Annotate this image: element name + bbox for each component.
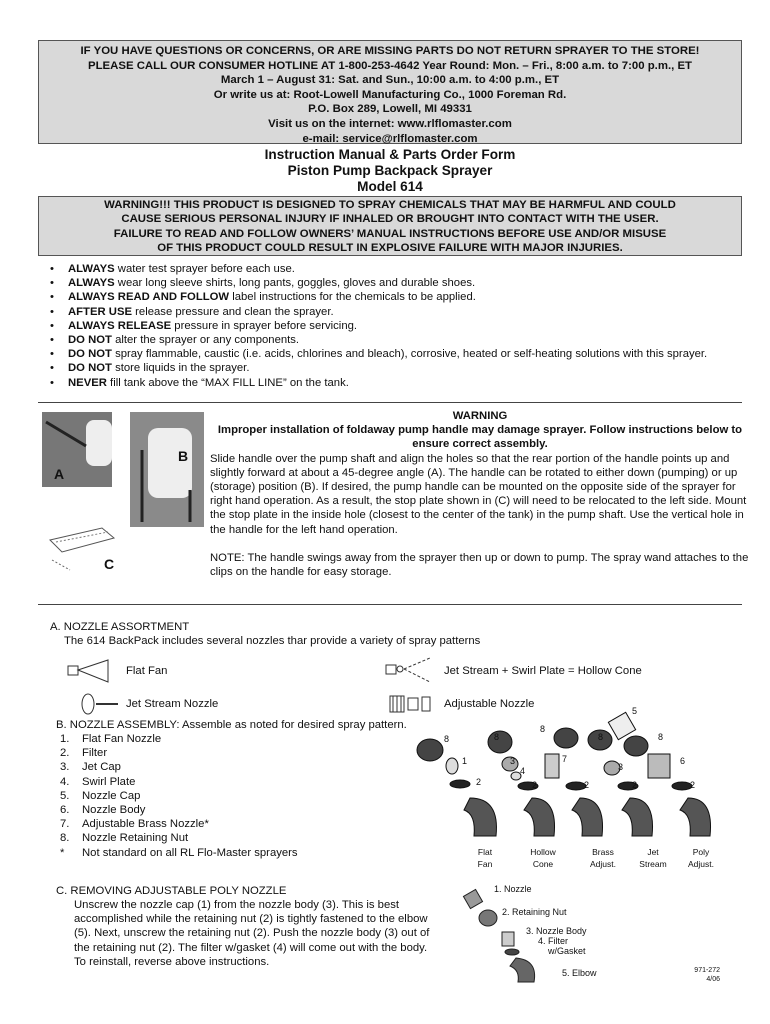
bullet-item: • DO NOT spray flammable, caustic (i.e. acids, chlorines and bleach), corrosive, heated or self-heating solutions with this sprayer. (50, 347, 750, 361)
diagram-number: 2 (632, 780, 638, 790)
diagram-number: 1 (462, 756, 468, 766)
warning-line: OF THIS PRODUCT COULD RESULT IN EXPLOSIVE FAILURE WITH MAJOR INJURIES. (157, 242, 623, 255)
nozzle-assembly-diagram (400, 706, 730, 848)
warning-line: FAILURE TO READ AND FOLLOW OWNERS’ MANUAL INSTRUCTIONS BEFORE USE AND/OR MISUSE (113, 227, 667, 240)
photo-label: A (54, 466, 65, 482)
bullet-item: • ALWAYS water test sprayer before each use. (50, 262, 750, 276)
title-line: Model 614 (357, 179, 423, 194)
flat-fan-icon (66, 658, 112, 684)
removing-body: Unscrew the nozzle cap (1) from the nozzle body (3). This is best accomplished while the retaining nut (2) is tightly fastened to the elbow (5). Next, unscrew the retaining nut (2). Push the nozzle body (3) out of the retaining nut (2). The filter w/gasket (4) will come out with the body. To reinstall, reverse above instructions. (74, 899, 430, 968)
part-row: * Not standard on all RL Flo-Master sprayers (60, 846, 298, 859)
handle-warning-heading: WARNING (452, 410, 508, 422)
handle-warning-note: NOTE: The handle swings away from the sprayer then up or down to pump. The spray wand attaches to the clips on the handle for easy storage. (210, 551, 749, 579)
part-row: 3. Jet Cap (60, 761, 121, 774)
photo-label: B (178, 448, 189, 464)
contact-info-box (38, 40, 742, 144)
title-line: Piston Pump Backpack Sprayer (287, 163, 493, 178)
nozzle-item-label: Adjustable Nozzle (444, 698, 535, 710)
handle-photo-illustration (42, 410, 204, 580)
warning-line: CAUSE SERIOUS PERSONAL INJURY IF INHALED OR BROUGHT INTO CONTACT WITH THE USER. (121, 213, 659, 226)
diagram-label: 2. Retaining Nut (502, 907, 567, 917)
handle-warning-subheading: Improper installation of foldaway pump handle may damage sprayer. Follow instructions below to ensure correct assembly. (217, 424, 743, 451)
diagram-number: 6 (680, 756, 686, 766)
contact-line: Or write us at: Root-Lowell Manufacturing Co., 1000 Foreman Rd. (213, 88, 567, 101)
nozzle-item-label: Jet Stream + Swirl Plate = Hollow Cone (444, 665, 642, 677)
diagram-number: 2 (584, 780, 590, 790)
assembly-column-label: Poly Adjust. (688, 847, 714, 869)
diagram-label: w/Gasket (548, 946, 586, 956)
assembly-column-label: Hollow Cone (530, 847, 556, 869)
bullet-item: • AFTER USE release pressure and clean the sprayer. (50, 305, 750, 319)
divider (38, 402, 742, 403)
safety-bullet-list (50, 262, 750, 390)
diagram-number: 8 (540, 724, 546, 734)
nozzle-assortment-heading: A. NOZZLE ASSORTMENT (50, 621, 190, 633)
nozzle-item-label: Flat Fan (126, 665, 168, 677)
title-line: Instruction Manual & Parts Order Form (264, 147, 516, 162)
assembly-column-label: Jet Stream (639, 847, 667, 869)
diagram-number: 2 (690, 780, 696, 790)
bullet-item: • ALWAYS RELEASE pressure in sprayer before servicing. (50, 319, 750, 333)
nozzle-assortment-intro: The 614 BackPack includes several nozzles thar provide a variety of spray patterns (64, 635, 481, 647)
assembly-column-label: Flat Fan (477, 847, 493, 869)
document-title (38, 147, 742, 195)
contact-line: March 1 – August 31: Sat. and Sun., 10:00 a.m. to 4:00 p.m., ET (220, 74, 560, 87)
contact-line: e-mail: service@rlflomaster.com (302, 132, 478, 145)
diagram-number: 8 (598, 732, 604, 742)
part-row: 1. Flat Fan Nozzle (60, 733, 162, 745)
hollow-cone-icon (384, 656, 434, 684)
contact-line: PLEASE CALL OUR CONSUMER HOTLINE AT 1-800-253-4642 Year Round: Mon. – Fri., 8:00 a.m. to 7:00 p.m., ET (87, 59, 693, 72)
diagram-number: 3 (618, 762, 624, 772)
handle-warning-body: Slide handle over the pump shaft and align the holes so that the rear portion of the handle points up and slightly forward at about a 45-degree angle (A). The handle can be rotated to either down (pumping) or up (storage) position (B). If desired, the pump handle can be mounted on the opposite side of the sprayer for right hand operation. As a result, the stop plate shown in (C) will need to be relocated to the left side. Mount the stop plate in the inside hole (closest to the center of the tank) in the pump shaft. Use the vertical hole in the handle for the left hand operation. (210, 452, 747, 536)
contact-line: P.O. Box 289, Lowell, MI 49331 (308, 103, 472, 116)
diagram-number: 7 (562, 754, 568, 764)
part-row: 7. Adjustable Brass Nozzle* (60, 818, 209, 831)
handle-warning-section (210, 409, 750, 579)
diagram-label: 4. Filter (538, 936, 569, 946)
diagram-label: 3. Nozzle Body (526, 926, 587, 936)
part-row: 5. Nozzle Cap (60, 789, 141, 802)
diagram-number: 8 (658, 732, 664, 742)
diagram-number: 3 (510, 756, 516, 766)
contact-line: Visit us on the internet: www.rlflomaster.com (268, 117, 512, 130)
diagram-number: 2 (476, 777, 482, 787)
removing-heading: C. REMOVING ADJUSTABLE POLY NOZZLE (56, 885, 287, 897)
contact-line: IF YOU HAVE QUESTIONS OR CONCERNS, OR ARE MISSING PARTS DO NOT RETURN SPRAYER TO THE STORE! (80, 45, 700, 57)
photo-label: C (104, 556, 115, 572)
bullet-item: • DO NOT alter the sprayer or any components. (50, 333, 750, 347)
part-row: 2. Filter (60, 747, 108, 760)
nozzle-parts-list (60, 732, 420, 860)
part-row: 6. Nozzle Body (60, 804, 146, 817)
footer-code: 971-272 4/06 (694, 967, 720, 983)
diagram-label: 5. Elbow (562, 968, 597, 978)
diagram-number: 8 (444, 734, 450, 744)
nozzle-assembly-heading: B. NOZZLE ASSEMBLY: Assemble as noted for desired spray pattern. (56, 719, 407, 731)
part-row: 8. Nozzle Retaining Nut (60, 832, 189, 845)
diagram-number: 2 (532, 780, 538, 790)
nozzle-item-label: Jet Stream Nozzle (126, 698, 219, 710)
assembly-column-label: Brass Adjust. (590, 847, 616, 869)
warning-line: WARNING!!! THIS PRODUCT IS DESIGNED TO SPRAY CHEMICALS THAT MAY BE HARMFUL AND COULD (104, 199, 676, 211)
bullet-item: • DO NOT store liquids in the sprayer. (50, 361, 750, 375)
diagram-number: 8 (494, 732, 500, 742)
jet-stream-icon (80, 692, 120, 716)
handle-photos (42, 410, 204, 580)
diagram-number: 5 (632, 706, 638, 716)
diagram-number: 4 (520, 766, 526, 776)
diagram-label: 1. Nozzle (494, 884, 532, 894)
bullet-item: • ALWAYS wear long sleeve shirts, long pants, goggles, gloves and durable shoes. (50, 276, 750, 290)
safety-warning-box (38, 196, 742, 256)
bullet-item: • NEVER fill tank above the “MAX FILL LINE” on the tank. (50, 376, 750, 390)
divider (38, 604, 742, 605)
bullet-item: • ALWAYS READ AND FOLLOW label instructions for the chemicals to be applied. (50, 290, 750, 304)
part-row: 4. Swirl Plate (60, 775, 136, 788)
